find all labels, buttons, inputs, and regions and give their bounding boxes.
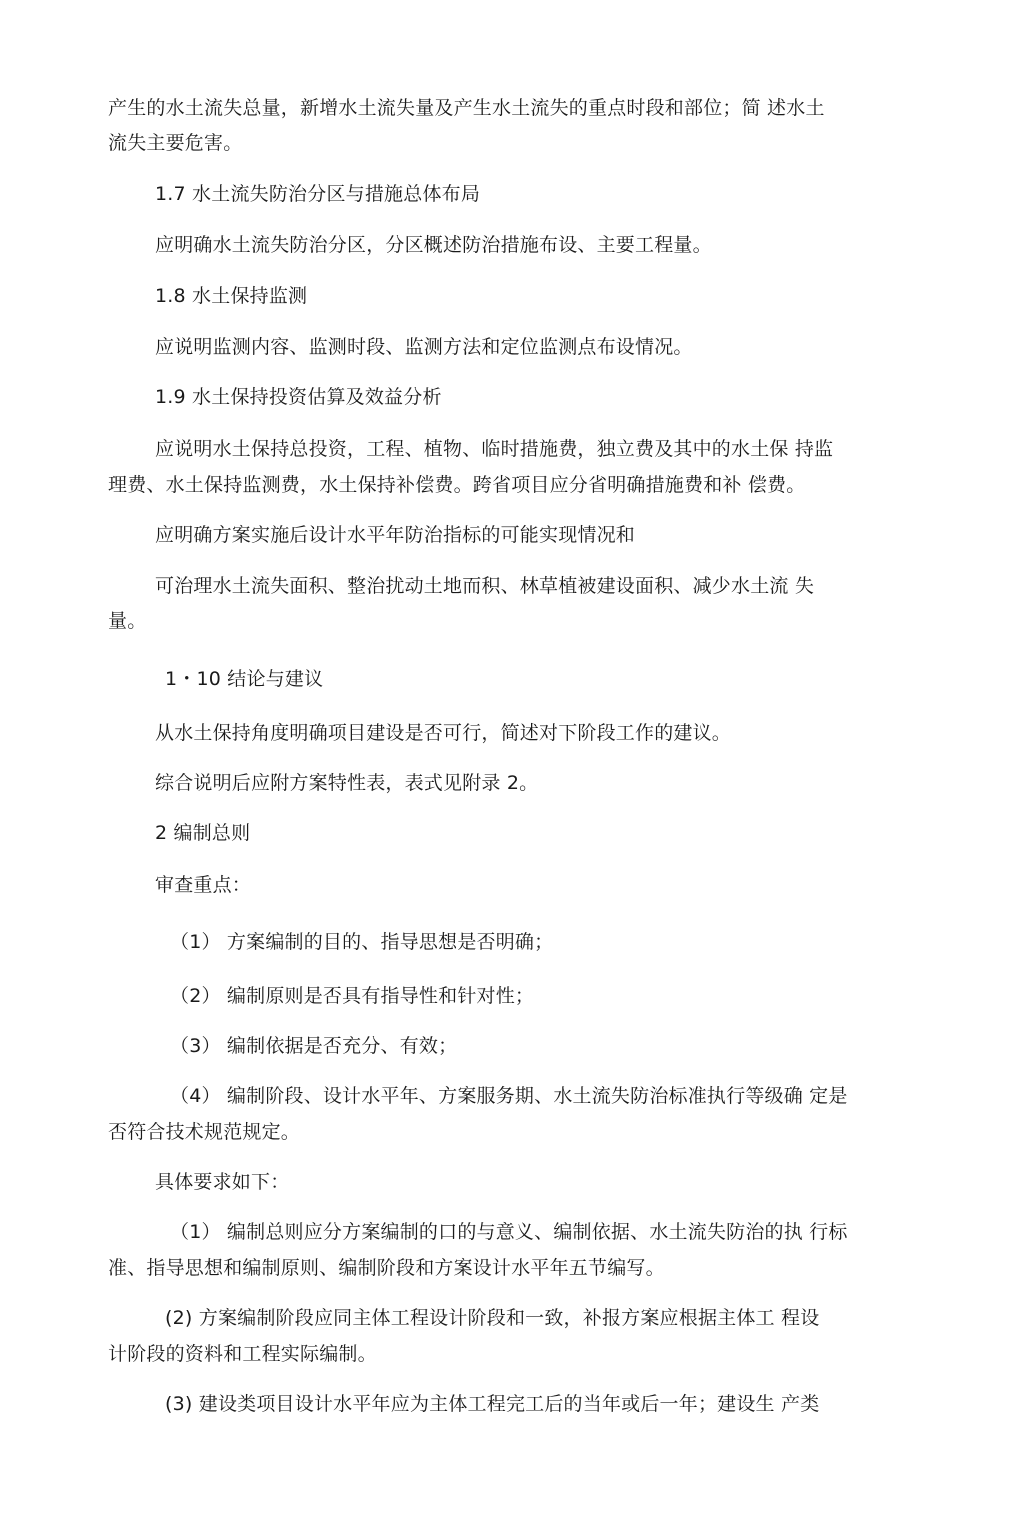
section-heading-1-9: 1.9 水土保持投资估算及效益分析 — [155, 386, 442, 408]
text-line: 具体要求如下： — [155, 1171, 290, 1193]
section-heading-2: 2 编制总则 — [155, 822, 251, 844]
text-line: 流失主要危害。 — [108, 132, 243, 154]
text-line: 可治理水土流失面积、整治扰动土地而积、林草植被建设面积、减少水土流 失 — [155, 575, 815, 597]
section-heading-1-8: 1.8 水土保持监测 — [155, 285, 308, 307]
text-line: 理费、水土保持监测费，水土保持补偿费。跨省项目应分省明确措施费和补 偿费。 — [108, 474, 806, 496]
list-item: （3） 编制依据是否充分、有效； — [170, 1035, 458, 1057]
section-heading-1-10: 1・10 结论与建议 — [165, 668, 324, 690]
list-item: (2) 方案编制阶段应同主体工程设计阶段和一致，补报方案应根据主体工 程设 — [165, 1307, 820, 1329]
section-heading-1-7: 1.7 水土流失防治分区与措施总体布局 — [155, 183, 481, 205]
text-line: 从水土保持角度明确项目建设是否可行，简述对下阶段工作的建议。 — [155, 722, 732, 744]
text-line: 量。 — [108, 610, 147, 632]
text-line: 产生的水土流失总量，新增水土流失量及产生水土流失的重点时段和部位；简 述水土 — [108, 97, 825, 119]
text-line: 审查重点： — [155, 874, 252, 896]
text-line: 应说明水土保持总投资，工程、植物、临时措施费，独立费及其中的水土保 持监 — [155, 438, 834, 460]
text-line: 计阶段的资料和工程实际编制。 — [108, 1343, 377, 1365]
list-item: （2） 编制原则是否具有指导性和针对性； — [170, 985, 535, 1007]
text-line: 应明确水土流失防治分区，分区概述防治措施布设、主要工程量。 — [155, 234, 712, 256]
text-line: 应明确方案实施后设计水平年防治指标的可能实现情况和 — [155, 524, 636, 546]
list-item: （1） 编制总则应分方案编制的口的与意义、编制依据、水土流失防治的执 行标 — [170, 1221, 848, 1243]
list-item: （4） 编制阶段、设计水平年、方案服务期、水土流失防治标准执行等级确 定是 — [170, 1085, 848, 1107]
text-line: 否符合技术规范规定。 — [108, 1121, 301, 1143]
text-line: 准、指导思想和编制原则、编制阶段和方案设计水平年五节编写。 — [108, 1257, 665, 1279]
text-line: 应说明监测内容、监测时段、监测方法和定位监测点布设情况。 — [155, 336, 693, 358]
list-item: (3) 建设类项目设计水平年应为主体工程完工后的当年或后一年；建设生 产类 — [165, 1393, 820, 1415]
list-item: （1） 方案编制的目的、指导思想是否明确； — [170, 931, 554, 953]
text-line: 综合说明后应附方案特性表，表式见附录 2。 — [155, 772, 539, 794]
